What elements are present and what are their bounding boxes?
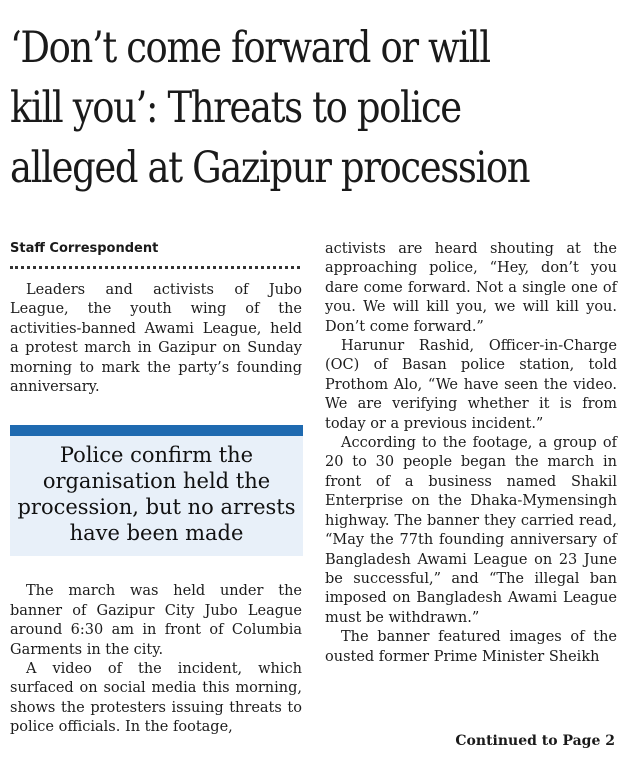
paragraph: According to the footage, a group of 20 to 30 people began the march in front of a business named Shakil Enterprise on the Dhaka-Mymensingh highway. The banner they carried read, “May the 77th founding anniversary of Bangladesh Awami League on 23 June be successful,” and “The illegal ban imposed on Bangladesh Awami League must be withdrawn.” [325, 435, 617, 626]
pull-quote [10, 425, 303, 556]
continued-label[interactable]: Continued to Page 2 [455, 733, 615, 749]
byline: Staff Correspondent [10, 241, 159, 256]
paragraph: Harunur Rashid, Officer-in-Charge (OC) of Basan police station, told Prothom Alo, “We have seen the video. We are verifying whether it is from today or a previous incident.” [325, 338, 617, 432]
headline [10, 18, 536, 198]
dotted-divider [10, 266, 300, 269]
headline-line: kill you’: Threats to police [10, 83, 461, 133]
paragraph: Leaders and activists of Jubo League, the youth wing of the activities-banned Awami League, held a protest march in Gazipur on Sunday morning to mark the party’s founding anniversary. [10, 282, 302, 396]
paragraph: The march was held under the banner of Gazipur City Jubo League around 6:30 am in front of Columbia Garments in the city. [10, 583, 302, 658]
headline-line: alleged at Gazipur procession [10, 143, 530, 193]
headline-line: ‘Don’t come forward or will [10, 23, 490, 73]
article-column-left [10, 240, 302, 738]
paragraph: activists are heard shouting at the approaching police, “Hey, don’t you dare come forward. Not a single one of you. We will kill you, we will kill you. Don’t come forward.” [325, 241, 617, 335]
paragraph: A video of the incident, which surfaced on social media this morning, shows the protesters issuing threats to police officials. In the footage, [10, 661, 302, 736]
pull-quote-text: Police confirm the organisation held the procession, but no arrests have been made [17, 443, 296, 546]
paragraph: The banner featured images of the ousted former Prime Minister Sheikh [325, 629, 617, 665]
article-column-right [325, 240, 617, 667]
